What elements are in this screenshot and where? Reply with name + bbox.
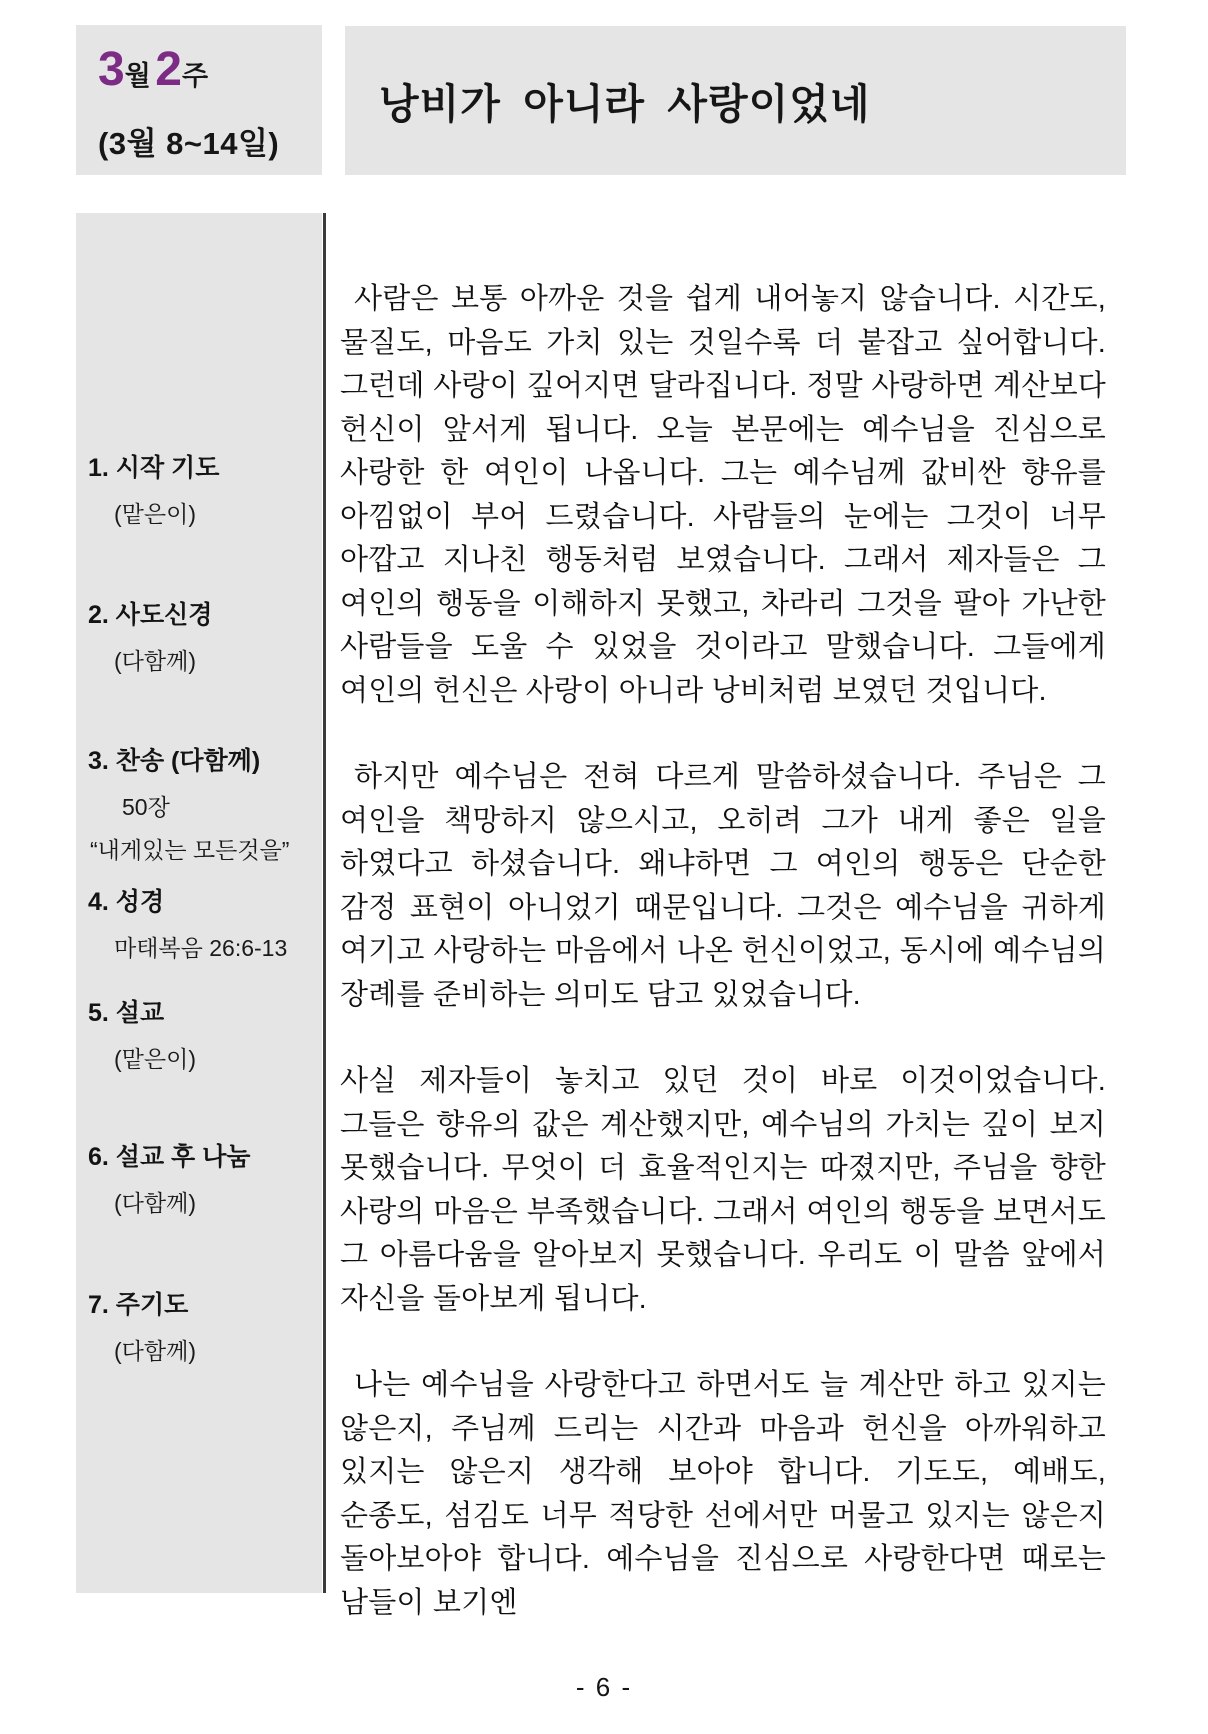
month-suffix: 월 xyxy=(124,61,151,91)
worship-item-label: 6. 설교 후 나눔 xyxy=(88,1143,251,1171)
sermon-paragraph: 하지만 예수님은 전혀 다르게 말씀하셨습니다. 주님은 그 여인을 책망하지 않으시고, 오히려 그가 내게 좋은 일을 하였다고 하셨습니다. 왜냐하면 그 여인의 행동은 단순한 감정 표현이 아니었기 때문입니다. 그것은 예수님을 귀하게 여기고 사랑하는 마음에서 나온 헌신이었고, 동시에 예수님의 장례를 준비하는 의미도 담고 있었습니다. xyxy=(340,761,1106,1011)
worship-item-sub: (맡은이) xyxy=(114,501,196,527)
worship-item-label: 1. 시작 기도 xyxy=(88,454,220,482)
order-of-worship-list xyxy=(76,213,322,1593)
sermon-paragraph: 사실 제자들이 놓치고 있던 것이 바로 이것이었습니다. 그들은 향유의 값은 계산했지만, 예수님의 가치는 깊이 보지 못했습니다. 무엇이 더 효율적인지는 따졌지만, 주님을 향한 사랑의 마음은 부족했습니다. 그래서 여인의 행동을 보면서도 그 아름다움을 알아보지 못했습니다. 우리도 이 말씀 앞에서 자신을 돌아보게 됩니다. xyxy=(340,1065,1106,1315)
worship-item xyxy=(76,448,322,529)
worship-item-sub: “내게있는 모든것을” xyxy=(90,837,290,863)
worship-item-label: 5. 설교 xyxy=(88,999,165,1027)
worship-item-label: 7. 주기도 xyxy=(88,1291,189,1319)
worship-item-sub: (다함께) xyxy=(114,1338,196,1364)
sermon-paragraph: 나는 예수님을 사랑한다고 하면서도 늘 계산만 하고 있지는 않은지, 주님께 드리는 시간과 마음과 헌신을 아까워하고 있지는 않은지 생각해 보아야 합니다. 기도도, 예배도, 순종도, 섬김도 너무 적당한 선에서만 머물고 있지는 않은지 돌아보아야 합니다. 예수님을 진심으로 사랑한다면 때로는 남들이 보기엔 xyxy=(340,1369,1106,1619)
worship-item xyxy=(76,1137,322,1218)
worship-item-label: 2. 사도신경 xyxy=(88,601,213,629)
worship-item xyxy=(76,741,322,865)
page-title: 낭비가 아니라 사랑이었네 xyxy=(379,81,871,127)
worship-item-sub: (다함께) xyxy=(114,648,196,674)
worship-item-sub: (다함께) xyxy=(114,1190,196,1216)
worship-item-label: 3. 찬송 (다함께) xyxy=(88,747,261,775)
date-range: (3월 8~14일) xyxy=(98,126,280,161)
title-bar xyxy=(345,26,1126,175)
worship-item xyxy=(76,993,322,1074)
week-badge xyxy=(76,25,322,175)
worship-item xyxy=(76,595,322,676)
week-number: 2 xyxy=(155,43,182,96)
worship-item xyxy=(76,1285,322,1366)
sermon-body xyxy=(340,278,1106,1668)
sermon-paragraph: 사람은 보통 아까운 것을 쉽게 내어놓지 않습니다. 시간도, 물질도, 마음도 가치 있는 것일수록 더 붙잡고 싶어합니다. 그런데 사랑이 깊어지면 달라집니다. 정말 사랑하면 계산보다 헌신이 앞서게 됩니다. 오늘 본문에는 예수님을 진심으로 사랑한 한 여인이 나옵니다. 그는 예수님께 값비싼 향유를 아낌없이 부어 드렸습니다. 사람들의 눈에는 그것이 너무 아깝고 지나친 행동처럼 보였습니다. 그래서 제자들은 그 여인의 행동을 이해하지 못했고, 차라리 그것을 팔아 가난한 사람들을 도울 수 있었을 것이라고 말했습니다. 그들에게 여인의 헌신은 사랑이 아니라 낭비처럼 보였던 것입니다. xyxy=(340,283,1106,707)
worship-item xyxy=(76,882,322,963)
worship-item-sub: 50장 xyxy=(122,794,170,820)
month-number: 3 xyxy=(98,43,125,96)
vertical-divider xyxy=(323,213,326,1593)
week-label xyxy=(98,41,322,110)
worship-item-label: 4. 성경 xyxy=(88,888,165,916)
worship-item-sub: 마태복음 26:6-13 xyxy=(114,935,288,961)
page-number: - 6 - xyxy=(575,1672,633,1702)
week-suffix: 주 xyxy=(181,61,209,91)
worship-item-sub: (맡은이) xyxy=(114,1046,196,1072)
